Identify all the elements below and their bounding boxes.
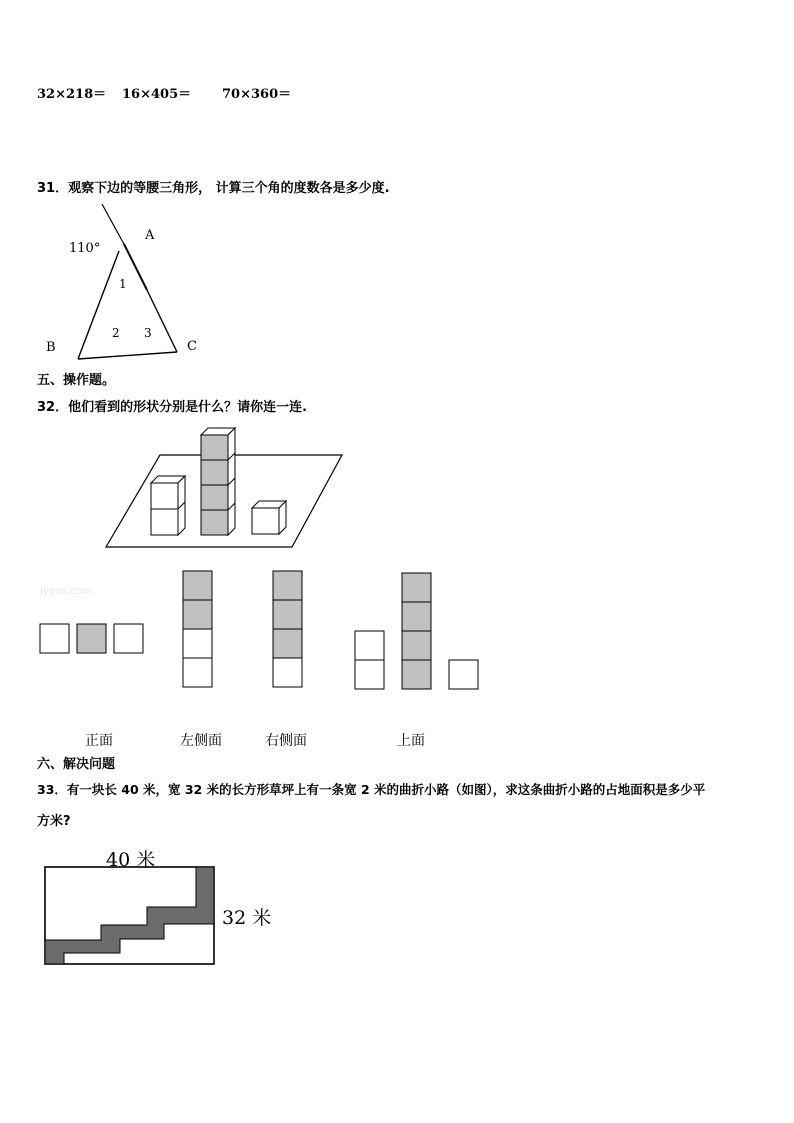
angle-2-label: 2 <box>112 326 120 340</box>
section-5-heading: 五、操作题。 <box>37 373 116 388</box>
view-label-left: 左侧面 <box>180 733 222 749</box>
view-label-right: 右侧面 <box>265 733 307 749</box>
question-33-text-line1: 33．有一块长 40 米，宽 32 米的长方形草坪上有一条宽 2 米的曲折小路（如图），求这条曲折小路的占地面积是多少平 <box>37 782 706 797</box>
length-label: 40 米 <box>106 849 156 871</box>
calc-3: 70×360＝ <box>222 87 292 102</box>
vertex-a-label: A <box>145 228 155 243</box>
watermark: Jyeoo.com <box>40 586 92 597</box>
question-31-text: 31．观察下边的等腰三角形， 计算三个角的度数各是多少度. <box>37 181 390 196</box>
angle-3-label: 3 <box>144 326 152 340</box>
section-6-heading: 六、解决问题 <box>37 757 116 772</box>
vertex-b-label: B <box>46 340 56 355</box>
view-label-front: 正面 <box>85 733 113 749</box>
calc-1: 32×218＝ <box>37 87 107 102</box>
calc-2: 16×405＝ <box>122 87 192 102</box>
question-33-text-line2: 方米? <box>37 814 71 829</box>
question-32-text: 32．他们看到的形状分别是什么？请你连一连. <box>37 400 308 415</box>
angle-1-label: 1 <box>119 277 127 291</box>
width-label: 32 米 <box>222 907 272 929</box>
view-label-top: 上面 <box>397 733 425 749</box>
angle-110-label: 110° <box>69 241 101 256</box>
vertex-c-label: C <box>187 339 197 354</box>
